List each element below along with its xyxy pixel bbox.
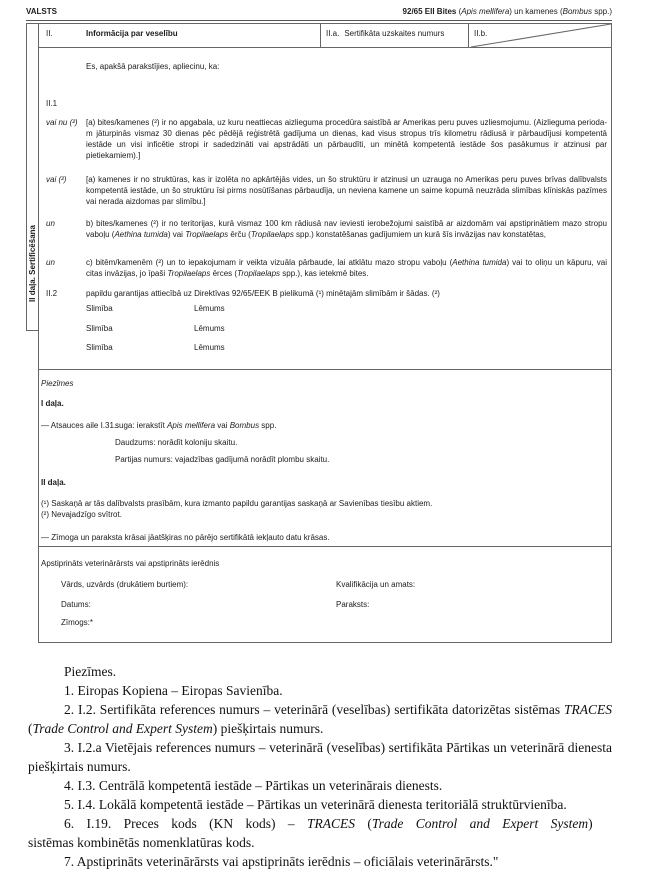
- country-label: VALSTS: [26, 7, 57, 16]
- stamp-label: Zīmogs:*: [61, 618, 94, 627]
- clause-text: c) bitēm/kamenēm (²) un to iepakojumam ir veikta vizuāla pārbaude, lai atklātu mazo stropu vaboļu (Aethina tumida) vai to oliņu un kāpuru, vai citas invāzijas, jo īpaši Tropilaelaps ērces (Tropilaelaps spp.), kas ietekmē bites.: [86, 258, 608, 278]
- decision-label: Lēmums: [194, 343, 225, 352]
- endnotes-title: Piezīmes.: [64, 664, 117, 679]
- endnote-item: 7. Apstiprināts veterinārārsts vai apstiprināts ierēdnis – oficiālais veterinārārsts.": [64, 854, 499, 869]
- footnote-1: (¹) Saskaņā ar tās dalībvalsts prasībām, kura izmanto papildu garantijas saskaņā ar Savienības tiesību aktiem.: [41, 499, 433, 508]
- reference-note-text: Daudzums: norādīt koloniju skaitu.: [115, 438, 238, 447]
- part-title: Informācija par veselību: [86, 29, 178, 38]
- clause-row: [46, 218, 607, 240]
- reference-note-text: suga: ierakstīt Apis mellifera vai Bombus spp.: [115, 421, 277, 430]
- clause-row: [46, 117, 607, 161]
- certification-body: [39, 48, 611, 369]
- decision-label: Lēmums: [194, 324, 225, 333]
- reference-box-note: [41, 420, 607, 431]
- clause-row: [46, 174, 607, 207]
- clause-label: vai (²): [46, 175, 67, 184]
- clause-text: [a) kamenes ir no struktūras, kas ir izolēta no apkārtējās vides, un šo struktūru ir atzinusi un uzrauga no Amerikas peru puves brīvas dalībvalsts kompetentā iestāde, un šo struktūru īsi pirms nosūtīšanas pārbaudīja, un neviena kamene un saime kopumā neuzrāda slimības klīniskās pazīmes vai nerada aizdomas par slimību.]: [86, 175, 607, 206]
- item-ii2-text: papildu garantijas attiecībā uz Direktīvas 92/65/EEK B pielikumā (¹) minētajām slimībām ir šādas. (²): [86, 289, 440, 298]
- endnote-item: 1. Eiropas Kopiena – Eiropas Savienība.: [64, 683, 283, 698]
- footnotes: [41, 499, 607, 520]
- footnote-2: (²) Nevajadzīgo svītrot.: [41, 509, 122, 519]
- table-header-row: [39, 24, 611, 48]
- signature-label: Paraksts:: [336, 600, 370, 609]
- part-one-heading: I daļa.: [41, 399, 64, 408]
- endnote-item: 4. I.3. Centrālā kompetentā iestāde – Pārtikas un veterinārais dienests.: [64, 778, 443, 793]
- clause-text: b) bites/kamenes (²) ir no teritorijas, kurā vismaz 100 km rādiusā nav ieviesti ierobežojumi saistībā ar aizdomām vai apstiprinātiem mazo stropu vaboļu (Aethina tumida) vai Tropilaelaps ērču (Tropilaelaps spp.) konstatēšanas gadījumiem un kurā šīs invāzijas nav konstatētas,: [86, 219, 607, 239]
- signature-row: [41, 617, 607, 628]
- endnote-item: 5. I.4. Lokālā kompetentā iestāde – Pārtikas un veterinārā dienesta teritoriālā struktūrvienība.: [64, 797, 567, 812]
- document-header: [26, 7, 612, 17]
- disease-label: Slimība: [86, 324, 113, 333]
- cell-iib-label: II.b.: [474, 29, 488, 38]
- disease-label: Slimība: [86, 304, 113, 313]
- clause-row: [46, 257, 607, 279]
- certificate-model-title: 92/65 EII Bites (Apis mellifera) un kamenes (Bombus spp.): [402, 7, 612, 16]
- declaration-intro: Es, apakšā parakstījies, apliecinu, ka:: [86, 62, 220, 71]
- signature-row: [41, 579, 607, 590]
- disease-decision-row: [46, 303, 607, 314]
- decision-label: Lēmums: [194, 304, 225, 313]
- clause-label: un: [46, 219, 55, 228]
- qualification-label: Kvalifikācija un amats:: [336, 580, 416, 589]
- header-cell-info: [39, 24, 320, 47]
- reference-box-label: — Atsauces aile I.31.:: [41, 421, 119, 430]
- clause-text: [a) bites/kamenes (²) ir no apgabala, uz kuru neattiecas aizlieguma procedūra saistībā ar Amerikas peru puves uzliesmojumu. (Aizlieguma periodam jāturpinās vismaz 30 dienas pēc pēdējā reģistrētā gadījuma un dienas, kad visus stropus trīs kilometru rādiusā ir pārbaudījusi kompetentā iestāde un visi inficētie stropi ir sadedzināti vai apstrādāti un pārbaudīti, un minētā kompetentā iestāde šos pasākumus ir atzinusi par pietiekamiem).]: [86, 118, 607, 160]
- header-rule: [26, 20, 612, 21]
- endnote-item: 2. I.2. Sertifikāta references numurs – veterinārā (veselības) sertifikāta datorizētas sistēmas TRACES (Trade Control and Expert System) piešķirtais numurs.: [28, 702, 612, 736]
- header-cell-iia: [320, 24, 468, 47]
- item-ii2-number: II.2: [46, 289, 58, 298]
- endnote-item: 3. I.2.a Vietējais references numurs – veterinārā (veselības) sertifikāta Pārtikas un veterinārā dienesta piešķirtais numurs.: [28, 740, 612, 774]
- clause-label: un: [46, 258, 55, 267]
- disease-decision-row: [46, 323, 607, 334]
- sidebar-label: II daļa. Sertificēšana: [28, 225, 37, 302]
- item-ii1-number: II.1: [46, 99, 58, 108]
- header-cell-iib: [468, 24, 611, 47]
- item-ii2-row: [46, 288, 607, 299]
- cell-iia-text: Sertifikāta uzskaites numurs: [344, 29, 445, 38]
- disease-label: Slimība: [86, 343, 113, 352]
- part-two-heading: II daļa.: [41, 478, 66, 487]
- date-label: Datums:: [61, 600, 91, 609]
- clause-label: vai nu (²): [46, 118, 78, 127]
- reference-note-text: Partijas numurs: vajadzības gadījumā norādīt plombu skaitu.: [115, 455, 330, 464]
- stamp-colour-note: — Zīmoga un paraksta krāsai jāatšķiras no pārējo sertifikātā iekļauto datu krāsas.: [41, 533, 330, 542]
- cell-iia-label: II.a.: [326, 29, 340, 38]
- disease-decision-row: [46, 342, 607, 353]
- signature-section: [39, 546, 611, 628]
- certificate-table: [38, 23, 612, 643]
- part-number-label: II.: [46, 29, 53, 38]
- notes-title: Piezīmes: [41, 379, 74, 388]
- endnote-item: 6. I.19. Preces kods (KN kods) – TRACES (Trade Control and Expert System) sistēmas kombinētās nomenklatūras kods.: [28, 816, 593, 850]
- diagonal-strikeout-line: [469, 24, 611, 47]
- name-label: Vārds, uzvārds (drukātiem burtiem):: [61, 580, 189, 589]
- signature-row: [41, 599, 607, 610]
- endnotes-block: [28, 662, 612, 871]
- signature-heading: Apstiprināts veterinārārsts vai apstiprināts ierēdnis: [41, 559, 220, 568]
- notes-section: [39, 369, 611, 546]
